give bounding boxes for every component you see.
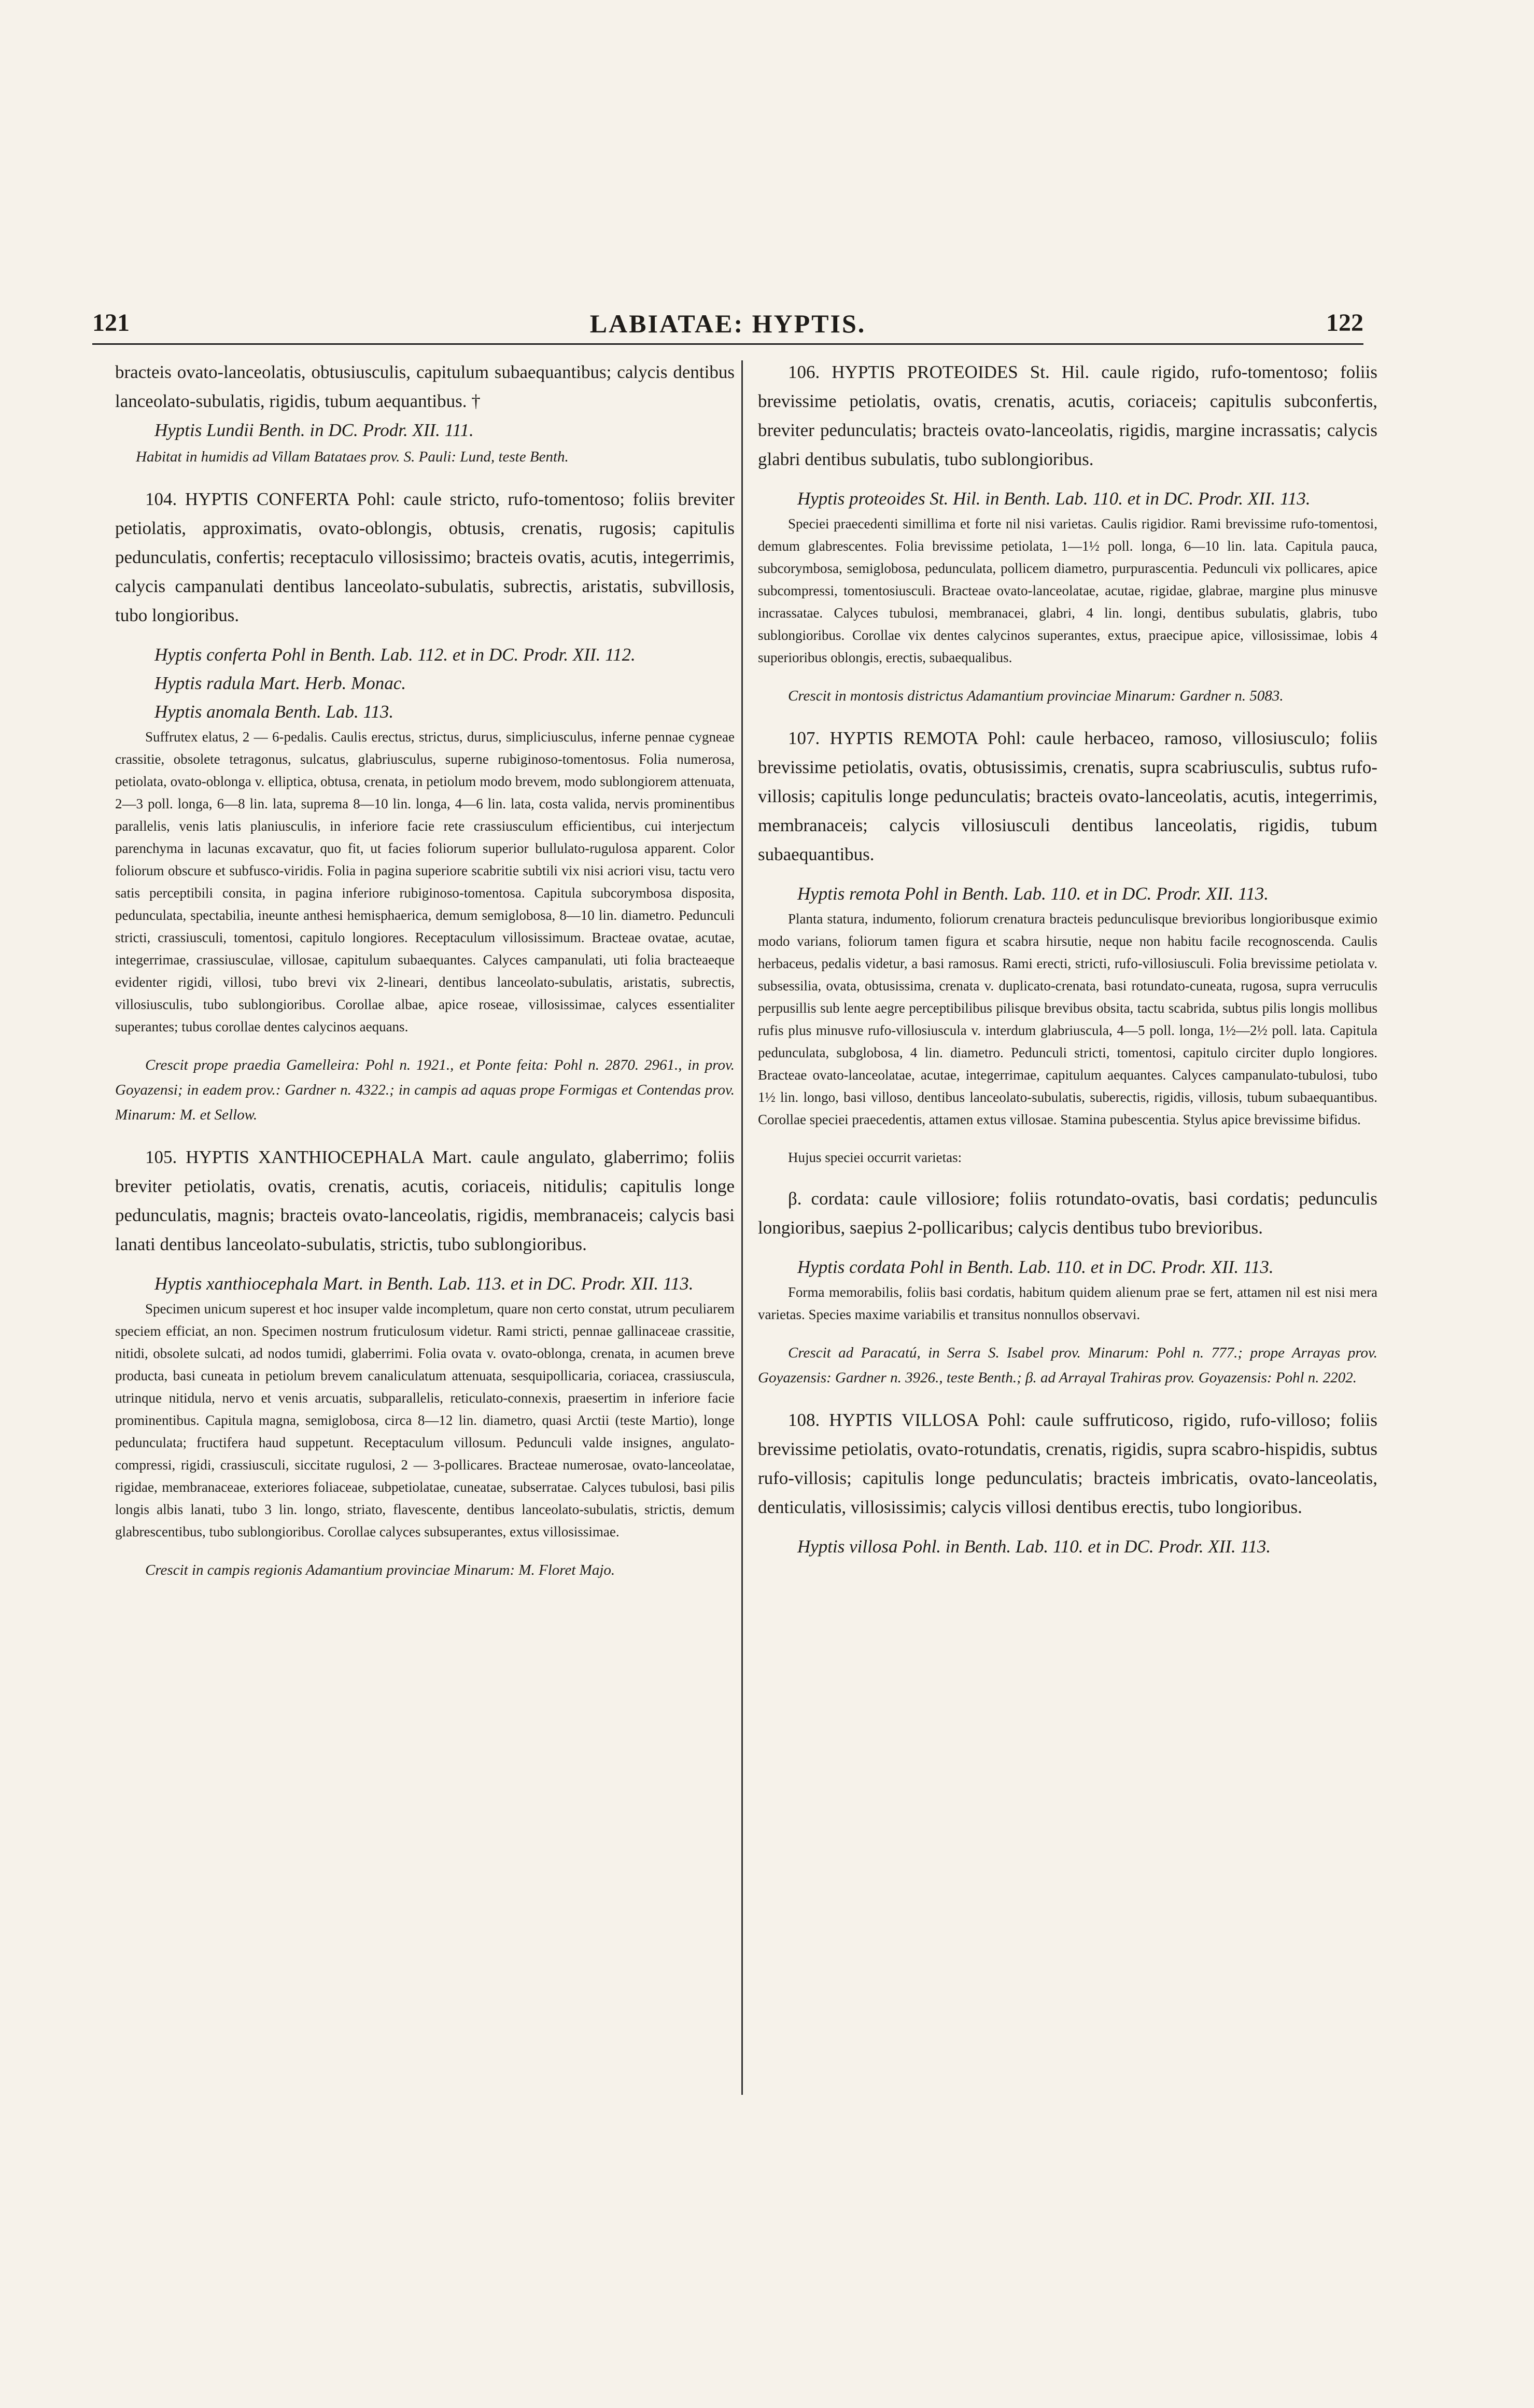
synonym: Hyptis Lundii Benth. in DC. Prodr. XII. 111.	[154, 420, 474, 440]
habitat-note: Habitat in humidis ad Villam Batataes prov. S. Pauli: Lund, teste Benth.	[136, 449, 569, 465]
species-106-synonym: Hyptis proteoides St. Hil. in Benth. Lab. 110. et in DC. Prodr. XII. 113.	[797, 488, 1311, 509]
right-column	[758, 358, 1377, 2110]
species-107-habitat: Crescit ad Paracatú, in Serra S. Isabel prov. Minarum: Pohl n. 777.; prope Arrayas prov. Goyazensis: Gardner n. 3926., teste Benth.; β. ad Arrayal Trahiras prov. Goyazensis: Pohl n. 2202.	[758, 1345, 1377, 1386]
species-104-synonym: Hyptis conferta Pohl in Benth. Lab. 112. et in DC. Prodr. XII. 112.	[154, 645, 636, 665]
species-108-description: 108. HYPTIS VILLOSA Pohl: caule suffruticoso, rigido, rufo-villoso; foliis brevissime petiolatis, ovato-rotundatis, crenatis, rigidis, supra scabro-hispidis, subtus rufo-villosis; capitulis longe pedunculatis; bracteis imbricatis, ovato-lanceolatis, denticulatis, villosissimis; calycis villosi dentibus erectis, tubo longioribus.	[758, 1410, 1377, 1517]
species-106-description: 106. HYPTIS PROTEOIDES St. Hil. caule rigido, rufo-tomentoso; foliis brevissime petiolatis, ovatis, crenatis, acutis, coriaceis; capitulis subconfertis, breviter pedunculatis; bracteis ovato-lanceolatis, rigidis, margine incrassatis; calycis glabri dentibus subulatis, tubo sublongioribus.	[758, 362, 1377, 469]
species-104-habitat: Crescit prope praedia Gamelleira: Pohl n. 1921., et Ponte feita: Pohl n. 2870. 2961., in prov. Goyazensi; in eadem prov.: Gardner n. 4322.; in campis ad aquas prope Formigas et Contendas prov. Minarum: M. et Sellow.	[115, 1057, 735, 1123]
species-104-description: 104. HYPTIS CONFERTA Pohl: caule stricto, rufo-tomentoso; foliis breviter petiolatis, approximatis, ovato-oblongis, obtusis, crenatis, rugosis; capitulis pedunculatis, confertis; receptaculo villosissimo; bracteis ovatis, acutis, integerrimis, calycis campanulati dentibus lanceolato-subulatis, subrectis, aristatis, subvillosis, tubo longioribus.	[115, 489, 735, 625]
varietas-intro: Hujus speciei occurrit varietas:	[788, 1150, 962, 1165]
species-105-synonym: Hyptis xanthiocephala Mart. in Benth. Lab. 113. et in DC. Prodr. XII. 113.	[154, 1273, 694, 1294]
species-104-synonym: Hyptis radula Mart. Herb. Monac.	[154, 673, 406, 693]
species-106-habitat: Crescit in montosis districtus Adamantium provinciae Minarum: Gardner n. 5083.	[788, 688, 1284, 704]
variety-beta-text: Forma memorabilis, foliis basi cordatis, habitum quidem alienum prae se fert, attamen nil est nisi mera varietas. Species maxime variabilis et transitus nonnullos observavi.	[758, 1284, 1377, 1322]
species-105-description: 105. HYPTIS XANTHIOCEPHALA Mart. caule angulato, glaberrimo; foliis breviter petiolatis, ovatis, crenatis, acutis, coriaceis, nitidulis; capitulis longe pedunculatis, magnis; bracteis ovato-lanceolatis, rigidis, membranaceis; calycis basi lanati dentibus lanceolato-subulatis, strictis, tubo sublongioribus.	[115, 1147, 735, 1254]
species-105-text: Specimen unicum superest et hoc insuper valde incompletum, quare non certo constat, utrum peculiarem speciem efficiat, an non. Specimen nostrum fruticulosum videtur. Rami stricti, pennae gallinaceae crassitie, nitidi, obsolete sulcati, ad nodos tumidi, glaberrimi. Folia ovata v. ovato-oblonga, crenata, in acumen breve producta, basi cuneata in petiolum brevem canaliculatum attenuata, sesquipollicaria, coriacea, crassiuscula, utrinque nitidula, nervo et venis arcuatis, subparallelis, reticulato-connexis, praesertim in inferiore facie prominentibus. Capitula magna, semiglobosa, circa 8—12 lin. diametro, quasi Arctii (teste Martio), longe pedunculata; fructifera haud suppetunt. Receptaculum villosum. Pedunculi valde insignes, angulato-compressi, rigidi, crassiusculi, siccitate rugulosi, 2 — 3-pollicares. Bracteae numerosae, ovato-lanceolatae, rigidae, membranaceae, exteriores foliaceae, subpetiolatae, cuneatae, subserratae. Calyces tubulosi, basi pilis longis albis lanati, tubo 3 lin. longo, striato, flavescente, dentibus lanceolato-subulatis, strictis, demum glabrescentibus, tubo sublongioribus. Corollae calyces subsuperantes, extus villosissimae.	[115, 1301, 735, 1539]
variety-beta-description: β. cordata: caule villosiore; foliis rotundato-ovatis, basi cordatis; pedunculis longioribus, saepius 2-pollicaribus; calycis dentibus tubo brevioribus.	[758, 1188, 1377, 1238]
species-104-synonym: Hyptis anomala Benth. Lab. 113.	[154, 702, 394, 722]
species-108-synonym: Hyptis villosa Pohl. in Benth. Lab. 110. et in DC. Prodr. XII. 113.	[797, 1536, 1271, 1557]
page-number-left: 121	[92, 309, 130, 337]
species-107-description: 107. HYPTIS REMOTA Pohl: caule herbaceo, ramoso, villosiusculo; foliis brevissime petiolatis, ovatis, obtusissimis, crenatis, supra scabriusculis, subtus rufo-villosis; capitulis longe pedunculatis; bracteis ovato-lanceolatis, acutis, integerrimis, membranaceis; calycis villosiusculi dentibus lanceolatis, rigidis, tubum subaequantibus.	[758, 728, 1377, 864]
running-title: LABIATAE: HYPTIS.	[589, 309, 866, 338]
continued-description: bracteis ovato-lanceolatis, obtusiusculis, capitulum subaequantibus; calycis dentibus lanceolato-subulatis, rigidis, tubum aequantibus. †	[115, 362, 735, 411]
column-divider	[741, 360, 743, 2095]
page-number-right: 122	[1326, 309, 1363, 337]
species-106-text: Speciei praecedenti simillima et forte nil nisi varietas. Caulis rigidior. Rami brevissime rufo-tomentosi, demum glabrescentes. Folia brevissime petiolata, 1—1½ poll. longa, 6—10 lin. lata. Capitula pauca, subcorymbosa, semiglobosa, pedunculata, pollicem diametro, purpurascentia. Pedunculi vix pollicares, apice subcompressi, tomentosiusculi. Bracteae ovato-lanceolatae, acutae, rigidae, glabrae, margine plus minusve incrassatae. Calyces tubulosi, membranacei, glabri, 4 lin. longi, dentibus subulatis, glabris, tubo sublongioribus. Corollae vix dentes calycinos superantes, extus, praecipue apice, villosissimae, lobis 4 superioribus oblongis, erectis, subaequalibus.	[758, 516, 1377, 665]
page-header	[92, 309, 1363, 345]
species-105-habitat: Crescit in campis regionis Adamantium provinciae Minarum: M. Floret Majo.	[145, 1562, 615, 1578]
header-rule	[92, 343, 1363, 345]
species-104-text: Suffrutex elatus, 2 — 6-pedalis. Caulis erectus, strictus, durus, simpliciusculus, inferne pennae cygneae crassitie, obsolete tetragonus, sulcatus, glabriusculus, superne rubiginoso-tomentosus. Folia numerosa, petiolata, ovato-oblonga v. elliptica, obtusa, crenata, in petiolum modo brevem, modo sublongiorem attenuata, 2—3 poll. longa, 6—8 lin. lata, suprema 8—10 lin. longa, 4—6 lin. lata, costa valida, nervis prominentibus parallelis, venis latis planiusculis, in inferiore facie rete crassiusculum efficientibus, cui interjectum parenchyma in lacunas excavatur, quo fit, ut facies foliorum superior bullulato-rugulosa apparent. Color foliorum obscure et subfusco-viridis. Folia in pagina superiore scabritie subtili vix nisi acriori visu, tactu vero satis perceptibili consita, in pagina inferiore rubiginoso-tomentosa. Capitula subcorymbosa disposita, pedunculata, spectabilia, ineunte anthesi hemisphaerica, demum semiglobosa, 8—10 lin. diametro. Pedunculi stricti, crassiusculi, tomentosi, capitulo longiores. Receptaculum villosissimum. Bracteae ovatae, acutae, integerrimae, crassiusculae, villosae, capitulum subaequantes. Calyces campanulati, uti folia bracteaeque evidenter rigidi, villosi, tubo brevi vix 2-lineari, dentibus lanceolato-subulatis, aristatis, subrectis, villosiusculis, tubo sublongioribus. Corollae albae, apice roseae, villosissimae, calyces essentialiter superantes; tubus corollae dentes calycinos aequans.	[115, 729, 735, 1034]
variety-beta-synonym: Hyptis cordata Pohl in Benth. Lab. 110. et in DC. Prodr. XII. 113.	[797, 1257, 1274, 1277]
left-column	[115, 358, 735, 2110]
species-107-text: Planta statura, indumento, foliorum crenatura bracteis pedunculisque brevioribus longioribusque eximio modo varians, foliorum tamen figura et scabra hirsutie, neque non habitu facile recognoscenda. Caulis herbaceus, pedalis videtur, a basi ramosus. Rami erecti, stricti, rufo-villosiusculi. Folia brevissime petiolata v. subsessilia, ovata, obtusissima, crenata v. duplicato-crenata, basi rotundato-cuneata, rugosa, supra verruculis perpusillis sub lente aegre perceptibilibus pilisque brevibus obsita, tactu scabrida, subtus pilis longis mollibus rufis plus minusve rufo-villosiuscula v. interdum glabriuscula, 4—5 poll. longa, 1½—2½ poll. lata. Capitula pedunculata, subglobosa, 4 lin. diametro. Pedunculi stricti, tomentosi, capitulo circiter duplo longiores. Bracteae ovato-lanceolatae, acutae, integerrimae, capitulum aequantes. Calyces campanulato-tubulosi, tubo 1½ lin. longo, basi villoso, dentibus lanceolato-subulatis, suberectis, rigidis, villosis, tubum subaequantibus. Corollae speciei praecedentis, attamen extus villosae. Stamina pubescentia. Stylus apice brevissime bifidus.	[758, 911, 1377, 1127]
species-107-synonym: Hyptis remota Pohl in Benth. Lab. 110. et in DC. Prodr. XII. 113.	[797, 884, 1269, 904]
